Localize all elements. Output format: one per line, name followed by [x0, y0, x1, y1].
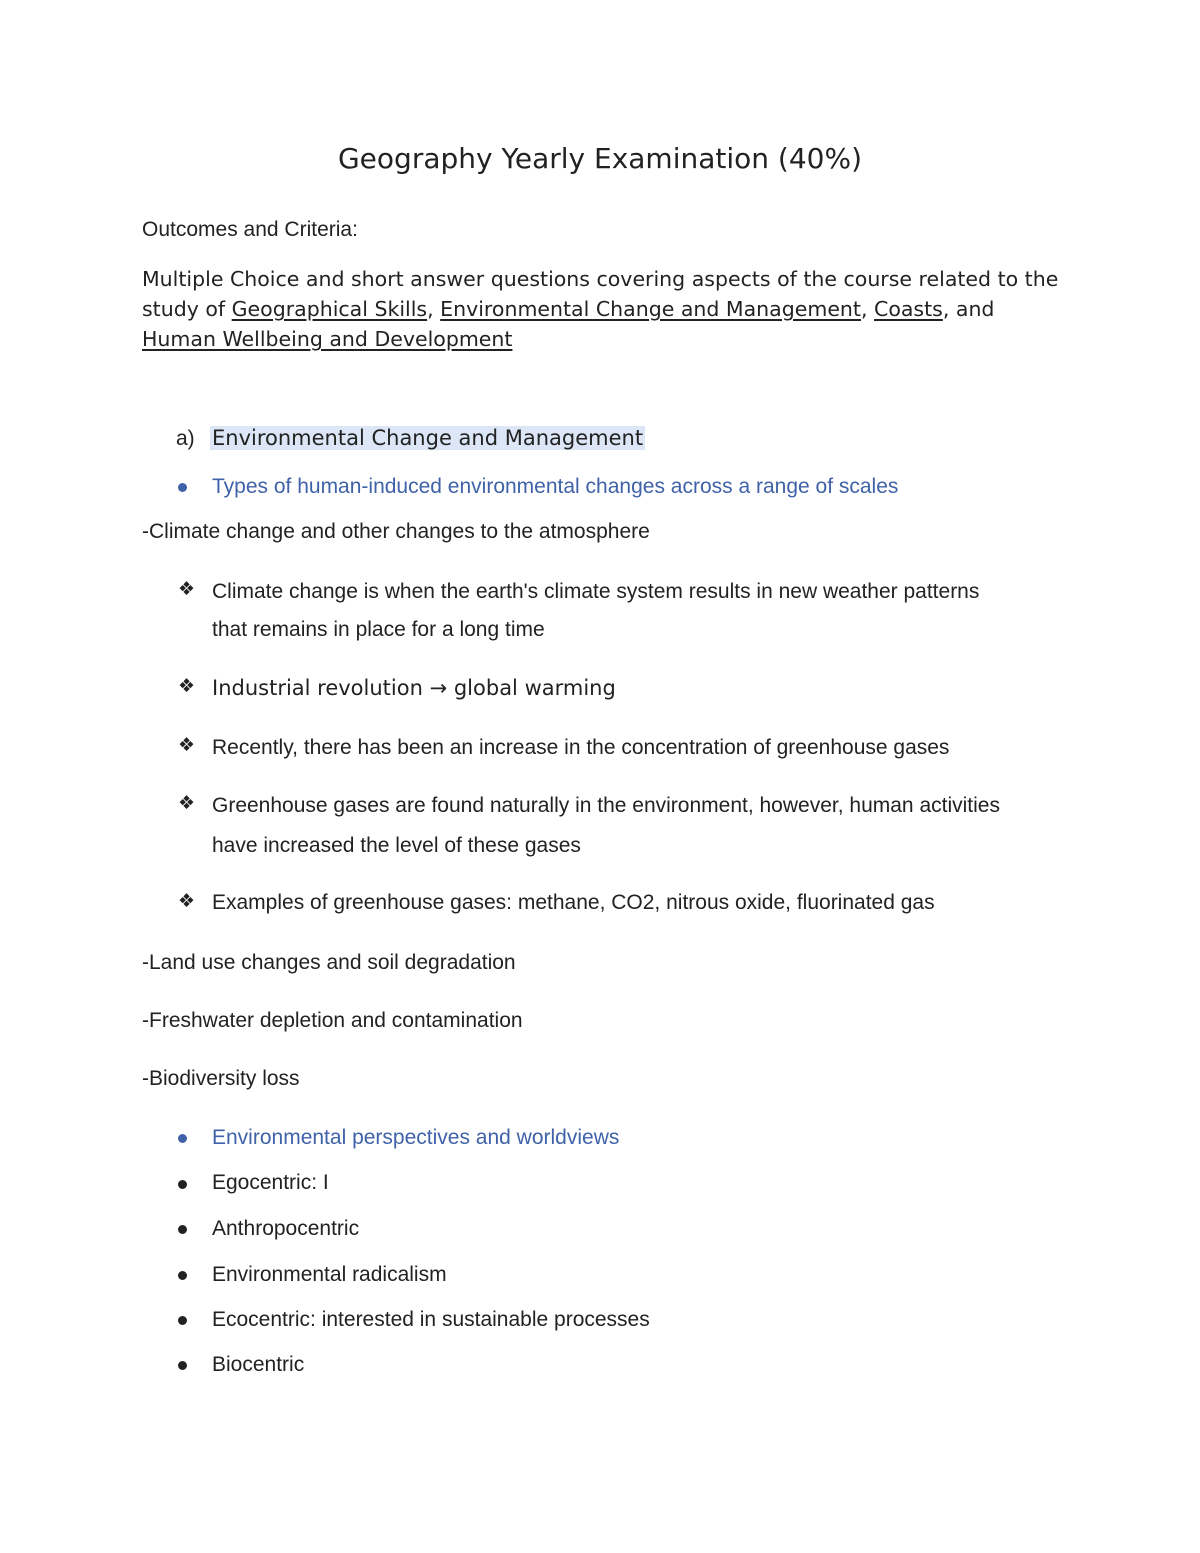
- worldview-item: Environmental radicalism: [212, 1263, 447, 1286]
- intro-sep: , and: [942, 297, 995, 321]
- subheading-worldviews: Environmental perspectives and worldviews: [212, 1126, 620, 1149]
- worldview-item: Ecocentric: interested in sustainable processes: [212, 1308, 650, 1331]
- worldview-item: Biocentric: [212, 1353, 305, 1376]
- diamond-bullet-icon: ❖: [178, 792, 196, 814]
- topic-environmental-change: Environmental Change and Management: [440, 297, 861, 321]
- diamond-bullet-icon: ❖: [178, 675, 196, 697]
- outcomes-label: Outcomes and Criteria:: [142, 218, 358, 241]
- worldview-item: Anthropocentric: [212, 1217, 360, 1240]
- section-a-heading-text: Environmental Change and Management: [212, 426, 644, 450]
- intro-paragraph: [142, 264, 1072, 354]
- climate-point-2: Industrial revolution → global warming: [212, 676, 616, 700]
- climate-point-1: Climate change is when the earth's climate system results in new weather patterns: [212, 580, 980, 603]
- bullet-icon: [178, 1316, 187, 1325]
- page-title: Geography Yearly Examination (40%): [337, 142, 862, 175]
- diamond-bullet-icon: ❖: [178, 578, 196, 600]
- climate-point-1-cont: that remains in place for a long time: [212, 618, 545, 641]
- climate-point-4: Greenhouse gases are found naturally in the environment, however, human activities: [212, 794, 1000, 817]
- climate-point-3: Recently, there has been an increase in the concentration of greenhouse gases: [212, 736, 950, 759]
- section-a-heading: [210, 422, 645, 454]
- bullet-icon: [178, 1361, 187, 1370]
- climate-point-5: Examples of greenhouse gases: methane, CO2, nitrous oxide, fluorinated gas: [212, 891, 935, 914]
- topic-human-wellbeing: Human Wellbeing and Development: [142, 327, 513, 351]
- worldview-item: Egocentric: I: [212, 1171, 329, 1194]
- subheading-human-induced-changes: Types of human-induced environmental changes across a range of scales: [212, 475, 899, 498]
- bullet-icon: [178, 1225, 187, 1234]
- bullet-icon: [178, 1271, 187, 1280]
- topic-geographical-skills: Geographical Skills: [231, 297, 428, 321]
- change-freshwater: -Freshwater depletion and contamination: [142, 1009, 523, 1032]
- climate-heading: -Climate change and other changes to the atmosphere: [142, 520, 650, 543]
- climate-point-4-cont: have increased the level of these gases: [212, 834, 581, 857]
- bullet-icon: [178, 1180, 187, 1189]
- section-a-marker: a): [176, 427, 195, 450]
- bullet-icon: [178, 483, 187, 492]
- intro-sep: ,: [860, 297, 875, 321]
- intro-prefix: Multiple Choice and short answer questions covering aspects of the course related to the study of: [142, 267, 1059, 321]
- change-biodiversity: -Biodiversity loss: [142, 1067, 300, 1090]
- bullet-icon: [178, 1134, 187, 1143]
- change-land-use: -Land use changes and soil degradation: [142, 951, 516, 974]
- diamond-bullet-icon: ❖: [178, 734, 196, 756]
- diamond-bullet-icon: ❖: [178, 890, 196, 912]
- intro-sep: ,: [427, 297, 441, 321]
- topic-coasts: Coasts: [874, 297, 943, 321]
